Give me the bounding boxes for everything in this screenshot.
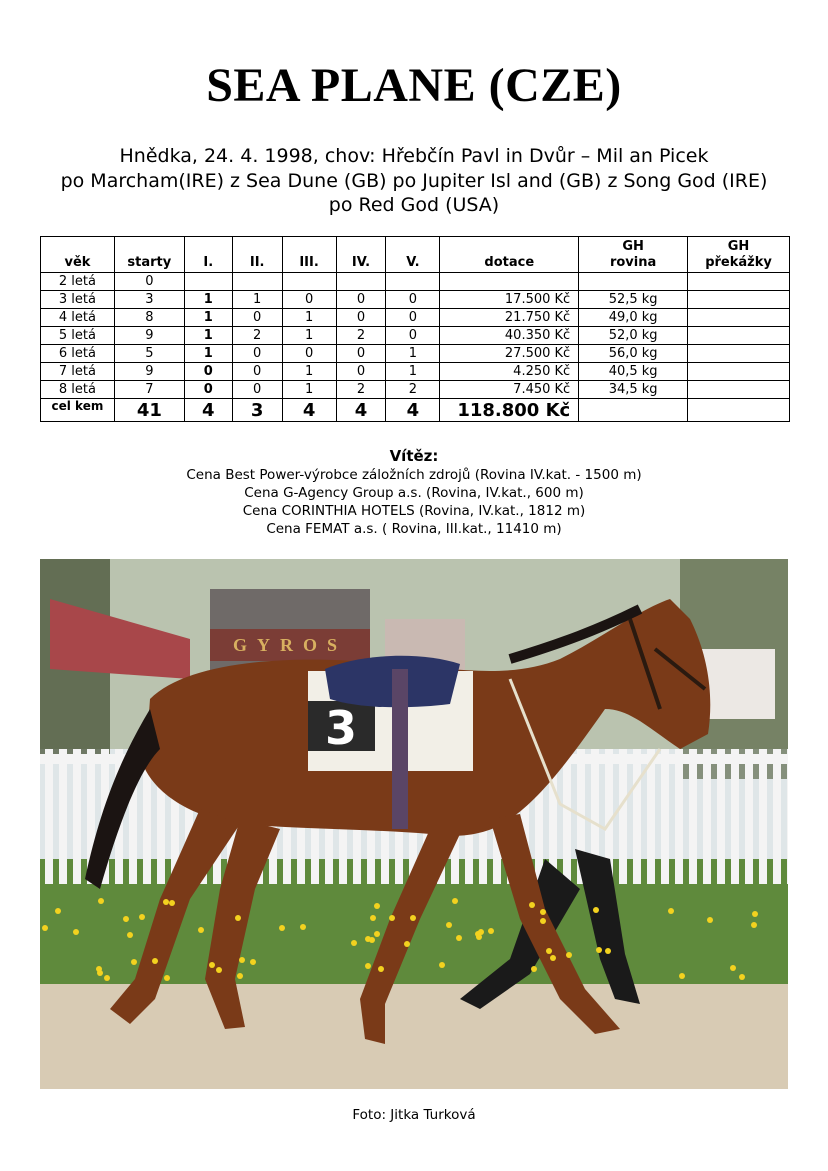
cell-place-3: 1: [282, 363, 336, 381]
header-gh-jump: GH překážky: [688, 237, 790, 273]
cell-gh-jump: [688, 363, 790, 381]
cell-gh-flat: 56,0 kg: [579, 345, 688, 363]
cell-gh-flat: 34,5 kg: [579, 381, 688, 399]
cell-starts: 7: [114, 381, 184, 399]
cell-place-3: 0: [282, 291, 336, 309]
cell-gh-flat: 49,0 kg: [579, 309, 688, 327]
table-row: [41, 309, 790, 327]
cell-gh-jump: [688, 309, 790, 327]
total-place-3: 4: [282, 399, 336, 422]
race-item: Cena Best Power-výrobce záložních zdrojů (Rovina IV.kat. - 1500 m): [186, 467, 642, 483]
cell-age: 2 letá: [41, 273, 115, 291]
cell-place-5: 0: [386, 327, 440, 345]
cell-place-3: 1: [282, 309, 336, 327]
race-item: Cena G-Agency Group a.s. (Rovina, IV.kat., 600 m): [244, 485, 584, 501]
cell-place-2: 0: [232, 363, 282, 381]
cell-place-5: 0: [386, 309, 440, 327]
cell-place-4: 0: [336, 291, 386, 309]
cell-place-1: 1: [184, 327, 232, 345]
header-place-2: II.: [232, 237, 282, 273]
race-item: Cena CORINTHIA HOTELS (Rovina, IV.kat., 1812 m): [242, 503, 586, 519]
cell-place-5: 1: [386, 345, 440, 363]
total-gh-jump: [688, 399, 790, 422]
cell-place-4: [336, 273, 386, 291]
cell-place-2: [232, 273, 282, 291]
race-item: Cena FEMAT a.s. ( Rovina, III.kat., 11410 m): [266, 521, 562, 537]
total-place-2: 3: [232, 399, 282, 422]
cell-prize: 27.500 Kč: [440, 345, 579, 363]
cell-place-5: [386, 273, 440, 291]
table-row: [41, 291, 790, 309]
photo-credit: Foto: Jitka Turková: [352, 1107, 476, 1123]
header-place-5: V.: [386, 237, 440, 273]
header-age: věk: [41, 237, 115, 273]
cell-age: 8 letá: [41, 381, 115, 399]
pedigree-line-2: po Marcham(IRE) z Sea Dune (GB) po Jupiter Isl and (GB) z Song God (IRE): [60, 169, 768, 192]
cell-prize: [440, 273, 579, 291]
cell-starts: 9: [114, 327, 184, 345]
table-total-row: [41, 399, 790, 422]
gyros-sign-text: GYROS: [232, 635, 348, 655]
cell-place-1: 1: [184, 291, 232, 309]
cell-place-4: 0: [336, 345, 386, 363]
total-starts: 41: [114, 399, 184, 422]
cell-age: 7 letá: [41, 363, 115, 381]
cell-gh-flat: [579, 273, 688, 291]
cell-starts: 9: [114, 363, 184, 381]
cell-gh-jump: [688, 327, 790, 345]
cell-place-2: 0: [232, 381, 282, 399]
cell-prize: 21.750 Kč: [440, 309, 579, 327]
cell-place-1: 0: [184, 363, 232, 381]
cell-place-2: 1: [232, 291, 282, 309]
career-stats-table: [40, 236, 790, 422]
cell-place-3: 0: [282, 345, 336, 363]
total-prize: 118.800 Kč: [440, 399, 579, 422]
cell-age: 6 letá: [41, 345, 115, 363]
header-place-4: IV.: [336, 237, 386, 273]
cell-gh-jump: [688, 273, 790, 291]
cell-prize: 7.450 Kč: [440, 381, 579, 399]
cell-place-3: 1: [282, 381, 336, 399]
table-header-row: [41, 237, 790, 273]
cell-gh-jump: [688, 381, 790, 399]
header-prize: dotace: [440, 237, 579, 273]
cell-gh-flat: 52,0 kg: [579, 327, 688, 345]
cell-age: 5 letá: [41, 327, 115, 345]
table-row: [41, 273, 790, 291]
table-row: [41, 363, 790, 381]
cell-starts: 5: [114, 345, 184, 363]
table-row: [41, 345, 790, 363]
cell-place-3: [282, 273, 336, 291]
cell-place-5: 1: [386, 363, 440, 381]
horse-photo-illustration: [40, 559, 788, 1089]
pedigree-block: [0, 144, 828, 218]
cell-starts: 3: [114, 291, 184, 309]
cell-age: 4 letá: [41, 309, 115, 327]
saddle-cloth-number: 3: [324, 701, 358, 755]
cell-total-label: cel kem: [41, 399, 115, 422]
girth-strap: [392, 669, 408, 829]
cell-place-4: 2: [336, 381, 386, 399]
cell-prize: 4.250 Kč: [440, 363, 579, 381]
cell-gh-jump: [688, 291, 790, 309]
cell-starts: 0: [114, 273, 184, 291]
cell-starts: 8: [114, 309, 184, 327]
table-row: [41, 327, 790, 345]
pedigree-line-3: po Red God (USA): [328, 194, 500, 216]
cell-prize: 40.350 Kč: [440, 327, 579, 345]
header-place-3: III.: [282, 237, 336, 273]
pedigree-line-1: Hnědka, 24. 4. 1998, chov: Hřebčín Pavl in Dvůr – Mil an Picek: [119, 145, 709, 167]
horse-photo: [40, 559, 788, 1089]
table-row: [41, 381, 790, 399]
cell-place-4: 0: [336, 363, 386, 381]
total-gh-flat: [579, 399, 688, 422]
cell-place-1: 1: [184, 345, 232, 363]
winner-race-list: [0, 466, 828, 538]
total-place-5: 4: [386, 399, 440, 422]
cell-place-1: [184, 273, 232, 291]
cell-prize: 17.500 Kč: [440, 291, 579, 309]
cell-place-2: 0: [232, 345, 282, 363]
cell-gh-jump: [688, 345, 790, 363]
cell-place-4: 0: [336, 309, 386, 327]
page-title: SEA PLANE (CZE): [206, 59, 622, 112]
cell-place-5: 0: [386, 291, 440, 309]
total-place-1: 4: [184, 399, 232, 422]
total-place-4: 4: [336, 399, 386, 422]
winner-heading: Vítěz:: [389, 447, 439, 465]
cell-place-2: 0: [232, 309, 282, 327]
cell-place-2: 2: [232, 327, 282, 345]
cell-gh-flat: 40,5 kg: [579, 363, 688, 381]
cell-age: 3 letá: [41, 291, 115, 309]
cell-place-3: 1: [282, 327, 336, 345]
cell-place-1: 0: [184, 381, 232, 399]
header-starts: starty: [114, 237, 184, 273]
cell-place-5: 2: [386, 381, 440, 399]
cell-place-1: 1: [184, 309, 232, 327]
cell-place-4: 2: [336, 327, 386, 345]
header-place-1: I.: [184, 237, 232, 273]
cell-gh-flat: 52,5 kg: [579, 291, 688, 309]
header-gh-flat: GH rovina: [579, 237, 688, 273]
